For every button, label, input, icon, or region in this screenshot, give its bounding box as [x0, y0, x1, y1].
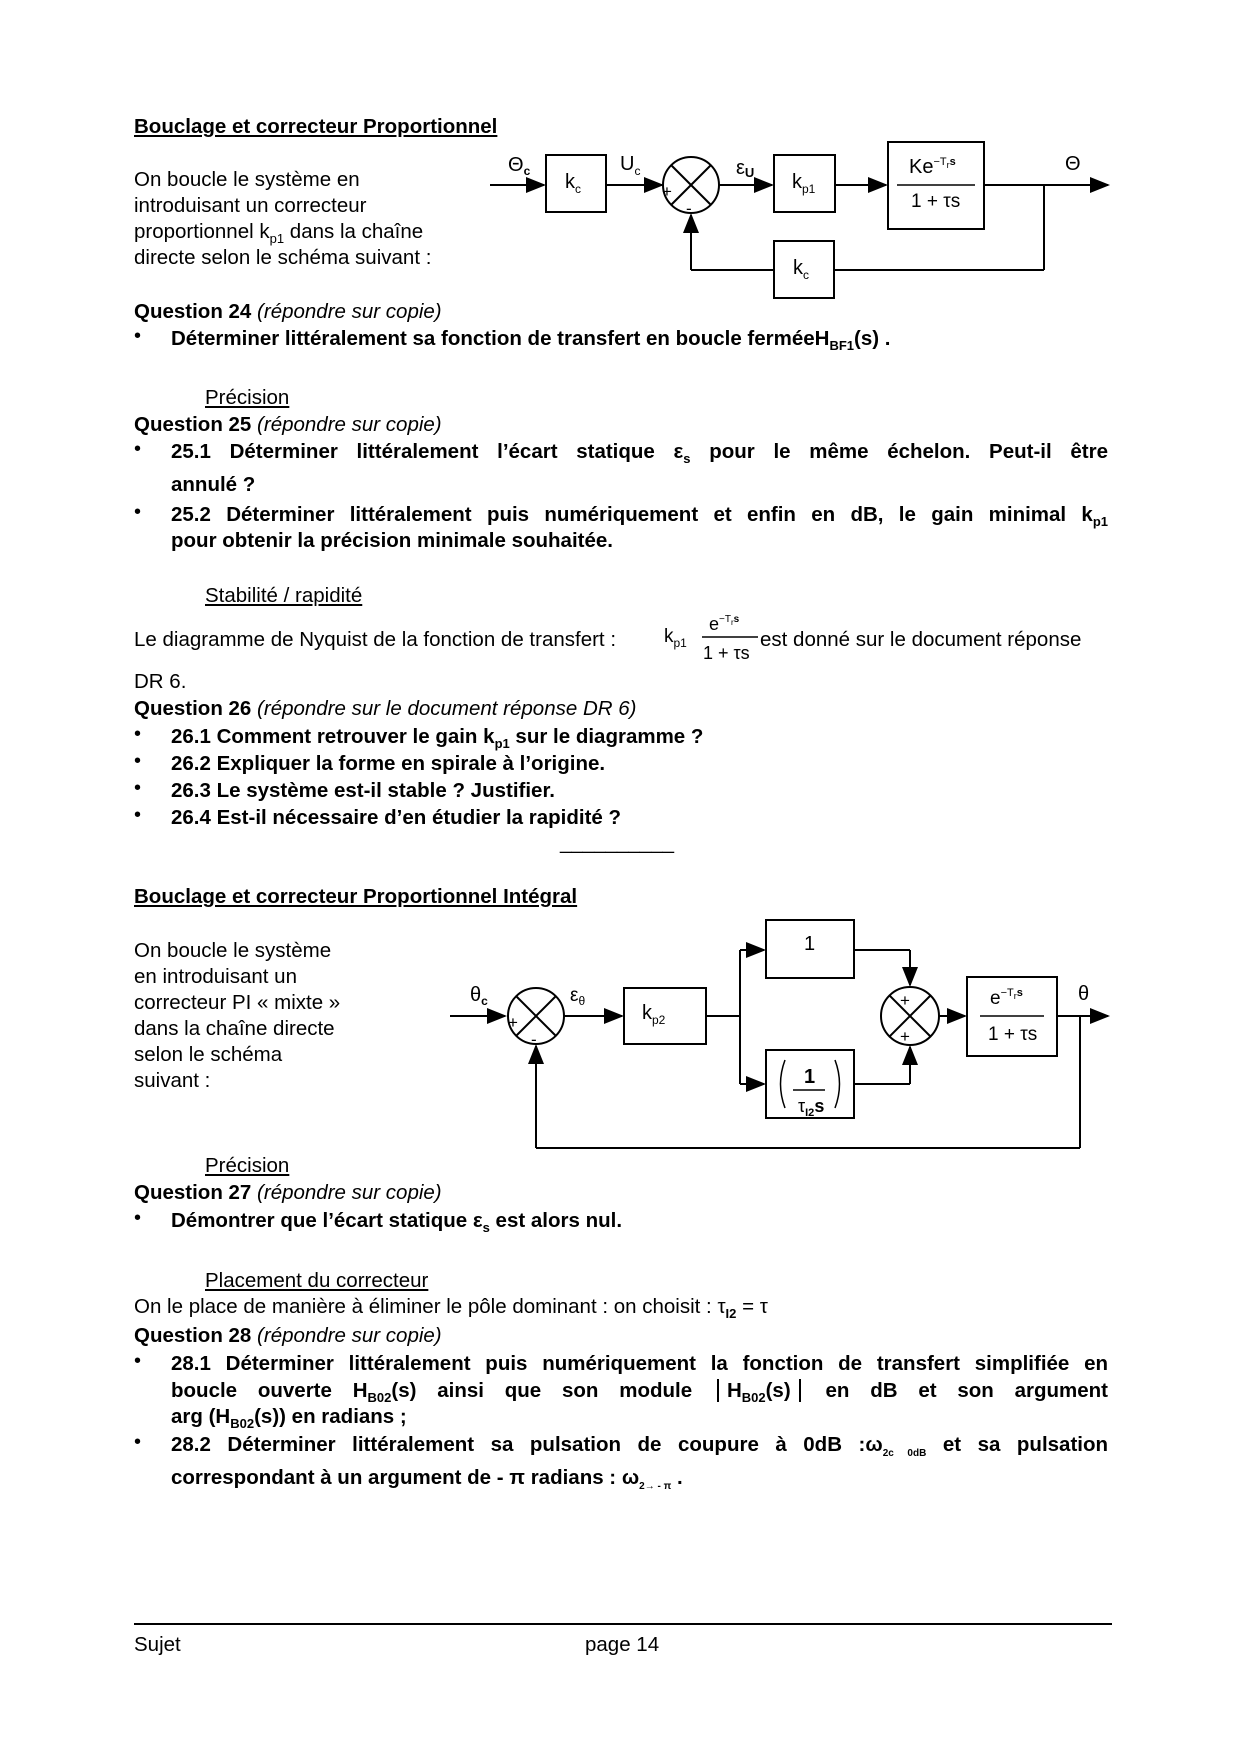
- d1-output-label: Θ: [1065, 153, 1081, 175]
- q25-item1-line1: 25.1 Déterminer littéralement l’écart statique $\varepsilon_s$ pour le même échelon. Peut-il être: [171, 440, 1108, 467]
- q24-title: Question 24 (répondre sur copie): [134, 300, 442, 323]
- d2-kp2-label: $k_{p2}$: [642, 1002, 666, 1027]
- placement-subheading: Placement du correcteur: [205, 1269, 429, 1292]
- d2-integrator-numerator: 1: [804, 1066, 816, 1088]
- d1-feedback-label: $k_c$: [793, 257, 809, 282]
- d2-plant-numerator: $e^{-T}rs$: [990, 987, 1023, 1009]
- section1-heading: Bouclage et correcteur Proportionnel: [134, 115, 498, 138]
- bullet: •: [134, 804, 142, 826]
- d1-uc-label: $U_c$: [620, 153, 641, 178]
- section1-intro-line3: proportionnel $k_{p1}$ dans la chaîne: [134, 220, 424, 247]
- d2-sum-plus-top: +: [900, 991, 910, 1010]
- section2-intro-line5: selon le schéma: [134, 1043, 283, 1066]
- d1-plant-numerator: $Ke^{-T}rs$: [909, 156, 956, 178]
- d1-minus-sign: -: [686, 199, 692, 218]
- d2-input-label: $\theta_c$: [470, 984, 488, 1008]
- d2-plus-sign: +: [508, 1013, 518, 1032]
- d2-error-label: $\varepsilon_\theta$: [570, 985, 586, 1008]
- q28-item2-line2: correspondant à un argument de - π radians : $\omega_{2\to - \pi}$ .: [171, 1466, 683, 1493]
- bullet: •: [134, 723, 142, 745]
- bullet: •: [134, 501, 142, 523]
- bullet: •: [134, 438, 142, 460]
- bullet: •: [134, 1431, 142, 1453]
- block-diagram-p: [0, 0, 1240, 320]
- section2-intro-line2: en introduisant un: [134, 965, 297, 988]
- q26-item3: 26.3 Le système est-il stable ? Justifier.: [171, 779, 555, 802]
- section2-heading: Bouclage et correcteur Proportionnel Intégral: [134, 885, 578, 908]
- footer-left: Sujet: [134, 1633, 181, 1656]
- q27-title: Question 27 (répondre sur copie): [134, 1181, 442, 1204]
- q26-title: Question 26 (répondre sur le document réponse DR 6): [134, 697, 637, 720]
- stability-text-after: est donné sur le document réponse: [760, 628, 1082, 651]
- q24-item: Déterminer littéralement sa fonction de transfert en boucle ferméeH$_{BF1}$(s) .: [171, 327, 891, 354]
- section2-intro-line6: suivant :: [134, 1069, 211, 1092]
- q25-item2-line1: 25.2 Déterminer littéralement puis numériquement et enfin en dB, le gain minimal $k_{p1}$: [171, 503, 1108, 530]
- section1-intro-line1: On boucle le système en: [134, 168, 360, 191]
- q28-item1-line1: 28.1 Déterminer littéralement puis numériquement la fonction de transfert simplifiée en: [171, 1352, 1108, 1375]
- d1-kc-label: $k_c$: [565, 171, 581, 196]
- nyquist-transfer-function: [660, 606, 760, 668]
- d2-minus-sign: -: [531, 1030, 537, 1049]
- tf-numerator: $e^{-T}rs$: [709, 614, 740, 634]
- d2-sum-plus-bottom: +: [900, 1027, 910, 1046]
- section-divider: __________: [560, 831, 675, 854]
- d1-input-label: $\Theta_c$: [508, 154, 531, 178]
- q25-item2-line2: pour obtenir la précision minimale souhaitée.: [171, 529, 613, 552]
- bullet: •: [134, 777, 142, 799]
- tf-denominator: 1 + τs: [703, 643, 750, 663]
- bullet: •: [134, 750, 142, 772]
- q25-item1-line2: annulé ?: [171, 473, 256, 496]
- d1-kp1-label: $k_{p1}$: [792, 171, 816, 196]
- placement-text: On le place de manière à éliminer le pôle dominant : on choisit : $\tau_{I2} = \tau$: [134, 1295, 768, 1322]
- bullet: •: [134, 325, 142, 347]
- d1-plant-denominator: 1 + τs: [911, 191, 961, 212]
- d1-error-label: εU: [736, 157, 755, 180]
- precision2-subheading: Précision: [205, 1154, 290, 1177]
- q28-item2-line1: 28.2 Déterminer littéralement sa pulsation de coupure à 0dB $:\omega_{2c 0dB}$ et sa pulsation: [171, 1433, 1109, 1460]
- tf-gain: $k_{p1}$: [664, 626, 687, 650]
- q28-title: Question 28 (répondre sur copie): [134, 1324, 442, 1347]
- stability-subheading: Stabilité / rapidité: [205, 584, 363, 607]
- q28-item1-line2: boucle ouverte $H_{B02}(s)$ ainsi que son module $H_{B02}(s)$ en dB et son argument: [171, 1379, 1108, 1406]
- d2-plant-denominator: 1 + τs: [988, 1024, 1038, 1045]
- d1-plus-sign: +: [662, 182, 672, 201]
- q28-item1-line3: arg $(H_{B02}(s))$ en radians ;: [171, 1405, 407, 1432]
- q26-item2: 26.2 Expliquer la forme en spirale à l’origine.: [171, 752, 606, 775]
- section1-intro-line4: directe selon le schéma suivant :: [134, 246, 432, 269]
- footer-page-number: page 14: [585, 1633, 660, 1656]
- precision1-subheading: Précision: [205, 386, 290, 409]
- d2-integrator-denominator: $\tau_{I2}s$: [798, 1096, 825, 1119]
- modulus-bars: $H_{B02}(s)$: [717, 1379, 801, 1402]
- bullet: •: [134, 1207, 142, 1229]
- stability-text-before: Le diagramme de Nyquist de la fonction de transfert :: [134, 628, 617, 651]
- q26-item1: 26.1 Comment retrouver le gain $k_{p1}$ sur le diagramme ?: [171, 725, 704, 752]
- section2-intro-line4: dans la chaîne directe: [134, 1017, 335, 1040]
- section2-intro-line1: On boucle le système: [134, 939, 332, 962]
- section2-intro-line3: correcteur PI « mixte »: [134, 991, 341, 1014]
- footer-rule: [134, 1623, 1112, 1625]
- bullet: •: [134, 1350, 142, 1372]
- q25-title: Question 25 (répondre sur copie): [134, 413, 442, 436]
- q26-item4: 26.4 Est-il nécessaire d’en étudier la rapidité ?: [171, 806, 622, 829]
- d2-unity-block: 1: [804, 933, 816, 955]
- stability-text-line2: DR 6.: [134, 670, 187, 693]
- d2-output-label: θ: [1078, 983, 1090, 1005]
- block-diagram-pi: [0, 900, 1240, 1160]
- section1-intro-line2: introduisant un correcteur: [134, 194, 367, 217]
- q27-item: Démontrer que l’écart statique $\varepsilon_s$ est alors nul.: [171, 1209, 623, 1236]
